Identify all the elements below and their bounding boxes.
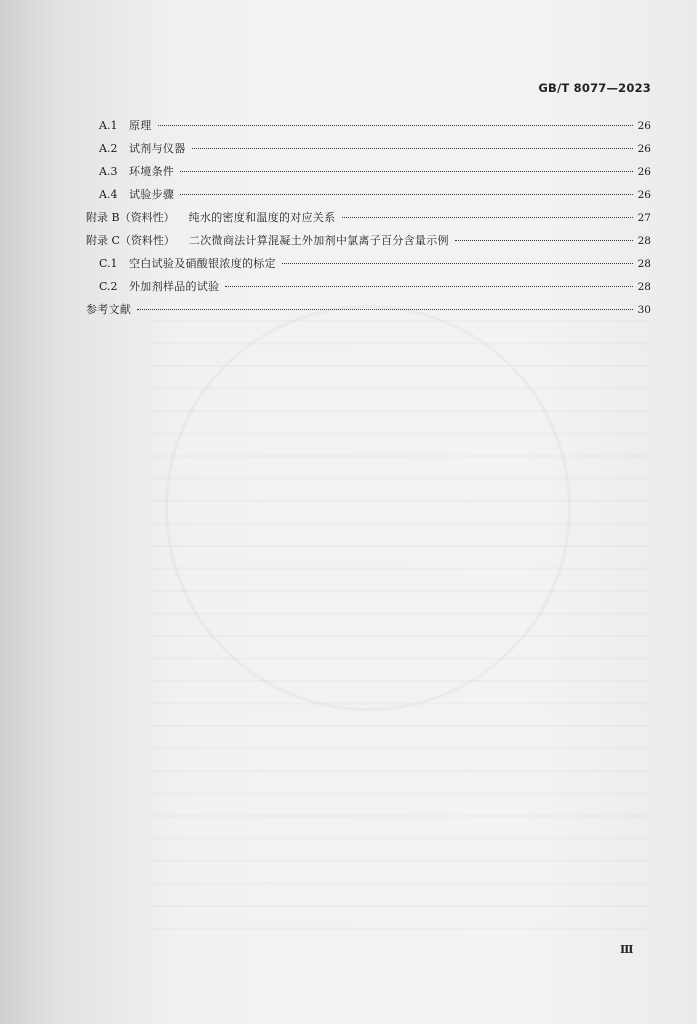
toc-page: 26	[637, 189, 651, 201]
toc-page: 28	[637, 235, 651, 247]
toc-leader-dots	[180, 171, 633, 172]
toc-entry-a2[interactable]	[86, 137, 651, 160]
standard-code: GB/T 8077—2023	[538, 81, 651, 95]
toc-entry-references[interactable]	[86, 298, 651, 321]
toc-number: A.2	[99, 142, 118, 155]
table-of-contents	[86, 114, 651, 321]
toc-leader-dots	[192, 148, 634, 149]
toc-entry-a3[interactable]	[86, 160, 651, 183]
toc-leader-dots	[180, 194, 633, 195]
toc-leader-dots	[225, 286, 633, 287]
toc-page: 26	[637, 166, 651, 178]
toc-leader-dots	[158, 125, 633, 126]
toc-leader-dots	[342, 217, 634, 218]
toc-entry-c2[interactable]	[86, 275, 651, 298]
toc-title: 试验步骤	[129, 188, 175, 201]
toc-appendix-label: 附录 C（资料性）	[86, 234, 175, 247]
toc-title: 环境条件	[129, 165, 175, 178]
toc-title: 纯水的密度和温度的对应关系	[188, 211, 336, 224]
toc-number: C.1	[99, 257, 118, 270]
toc-entry-appendix-b[interactable]	[86, 206, 651, 229]
toc-page: 27	[637, 212, 651, 224]
toc-title: 外加剂样品的试验	[129, 280, 220, 293]
toc-title: 参考文献	[86, 303, 132, 316]
toc-entry-a1[interactable]	[86, 114, 651, 137]
toc-entry-a4[interactable]	[86, 183, 651, 206]
toc-page: 26	[637, 143, 651, 155]
toc-number: A.1	[99, 119, 118, 132]
toc-page: 30	[637, 304, 651, 316]
toc-entry-appendix-c[interactable]	[86, 229, 651, 252]
toc-leader-dots	[137, 309, 633, 310]
toc-title: 空白试验及硝酸银浓度的标定	[129, 257, 276, 270]
toc-page: 28	[637, 281, 651, 293]
toc-page: 26	[637, 120, 651, 132]
toc-title: 原理	[129, 119, 152, 132]
show-through-stamp	[165, 305, 571, 711]
toc-page: 28	[637, 258, 651, 270]
toc-number: A.3	[99, 165, 118, 178]
toc-title: 试剂与仪器	[129, 142, 186, 155]
toc-title: 二次微商法计算混凝土外加剂中氯离子百分含量示例	[188, 234, 449, 247]
toc-appendix-label: 附录 B（资料性）	[86, 211, 175, 224]
toc-number: A.4	[99, 188, 118, 201]
toc-leader-dots	[282, 263, 633, 264]
toc-number: C.2	[99, 280, 118, 293]
toc-leader-dots	[455, 240, 633, 241]
toc-entry-c1[interactable]	[86, 252, 651, 275]
page-number: Ⅲ	[620, 943, 634, 956]
